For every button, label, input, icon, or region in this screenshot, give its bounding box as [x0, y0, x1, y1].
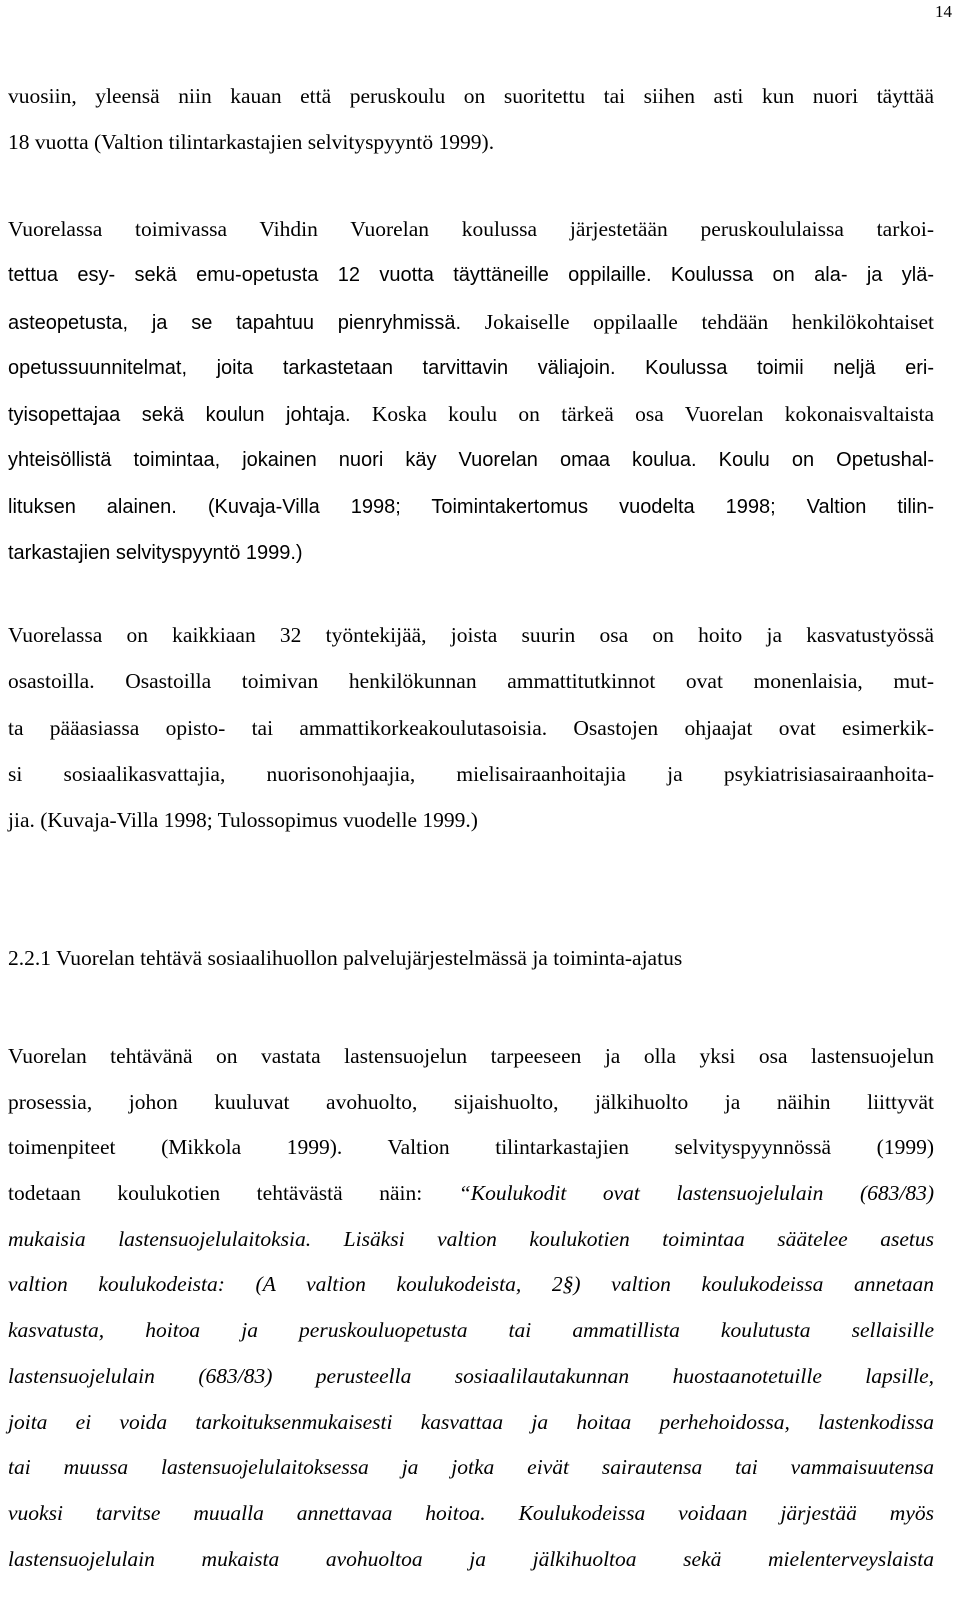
paragraph-2 — [8, 206, 934, 576]
text-line: opetussuunnitelmat, joita tarkastetaan tarvittavin väliajoin. Koulussa toimii neljä eri- — [8, 356, 934, 379]
text-line: prosessia, johon kuuluvat avohuolto, sijaishuolto, jälkihuolto ja näihin liittyvät — [8, 1089, 934, 1114]
quote-segment: “Koulukodit ovat lastensuojelulain (683/83) — [458, 1181, 934, 1206]
heading-text: 2.2.1 Vuorelan tehtävä sosiaalihuollon palvelujärjestelmässä ja toiminta-ajatus — [8, 946, 683, 970]
text-line: 18 vuotta (Valtion tilintarkastajien selvityspyyntö 1999). — [8, 130, 495, 155]
text-line: osastoilla. Osastoilla toimivan henkilökunnan ammattitutkinnot ovat monenlaisia, mut- — [8, 669, 934, 694]
quote-line: tai muussa lastensuojelulaitoksessa ja jotka eivät sairautensa tai vammaisuutensa — [8, 1455, 934, 1480]
text-line: tettua esy- sekä emu-opetusta 12 vuotta täyttäneille oppilaille. Koulussa on ala- ja ylä- — [8, 264, 934, 287]
text-segment: Koska koulu on tärkeä osa Vuorelan kokonaisvaltaista — [350, 402, 935, 427]
paragraph-1 — [8, 73, 934, 166]
text-line — [8, 299, 934, 345]
text-segment: asteopetusta, ja se tapahtuu pienryhmissä. — [8, 311, 462, 334]
paragraph-3 — [8, 612, 934, 843]
text-line: jia. (Kuvaja-Villa 1998; Tulossopimus vuodelle 1999.) — [8, 808, 478, 833]
text-line: Vuorelassa on kaikkiaan 32 työntekijää, joista suurin osa on hoito ja kasvatustyössä — [8, 623, 934, 647]
quote-line: valtion koulukodeista: (A valtion koulukodeista, 2§) valtion koulukodeissa annetaan — [8, 1272, 934, 1297]
text-line: Vuorelassa toimivassa Vihdin Vuorelan koulussa järjestetään peruskoululaissa tarkoi- — [8, 217, 934, 241]
quote-line: vuoksi tarvitse muualla annettavaa hoitoa. Koulukodeissa voidaan järjestää myös — [8, 1500, 934, 1525]
text-line: lituksen alainen. (Kuvaja-Villa 1998; Toimintakertomus vuodelta 1998; Valtion tilin- — [8, 495, 934, 518]
text-line: toimenpiteet (Mikkola 1999). Valtion tilintarkastajien selvityspyynnössä (1999) — [8, 1135, 934, 1160]
quote-line: lastensuojelulain (683/83) perusteella sosiaalilautakunnan huostaanotetuille lapsille, — [8, 1363, 934, 1388]
quote-line: mukaisia lastensuojelulaitoksia. Lisäksi valtion koulukotien toimintaa säätelee asetus — [8, 1226, 934, 1251]
text-line: vuosiin, yleensä niin kauan että peruskoulu on suoritettu tai siihen asti kun nuori täyttää — [8, 84, 934, 108]
text-line — [8, 1171, 934, 1217]
text-line: tarkastajien selvityspyyntö 1999.) — [8, 542, 303, 565]
text-segment: Jokaiselle oppilaalle tehdään henkilökohtaiset — [461, 309, 934, 334]
text-segment: tyisopettajaa sekä koulun johtaja. — [8, 404, 351, 427]
text-line: ta pääasiassa opisto- tai ammattikorkeakoulutasoisia. Osastojen ohjaajat ovat esimerkik- — [8, 715, 934, 740]
quote-line: lastensuojelulain mukaista avohuoltoa ja jälkihuoltoa sekä mielenterveyslaista — [8, 1546, 934, 1571]
quote-line: kasvatusta, hoitoa ja peruskouluopetusta tai ammatillista koulutusta sellaisille — [8, 1318, 934, 1343]
quote-line: joita ei voida tarkoituksenmukaisesti kasvattaa ja hoitaa perhehoidossa, lastenkodissa — [8, 1409, 934, 1434]
paragraph-4 — [8, 1034, 934, 1582]
text-line: Vuorelan tehtävänä on vastata lastensuojelun tarpeeseen ja olla yksi osa lastensuojelun — [8, 1044, 934, 1068]
page-number: 14 — [935, 2, 952, 21]
section-heading — [8, 935, 934, 981]
text-line: yhteisöllistä toimintaa, jokainen nuori käy Vuorelan omaa koulua. Koulu on Opetushal- — [8, 449, 934, 472]
text-line: si sosiaalikasvattajia, nuorisonohjaajia, mielisairaanhoitajia ja psykiatrisiasairaanhoita- — [8, 761, 934, 786]
text-line — [8, 391, 934, 437]
text-segment: todetaan koulukotien tehtävästä näin: — [8, 1181, 459, 1206]
